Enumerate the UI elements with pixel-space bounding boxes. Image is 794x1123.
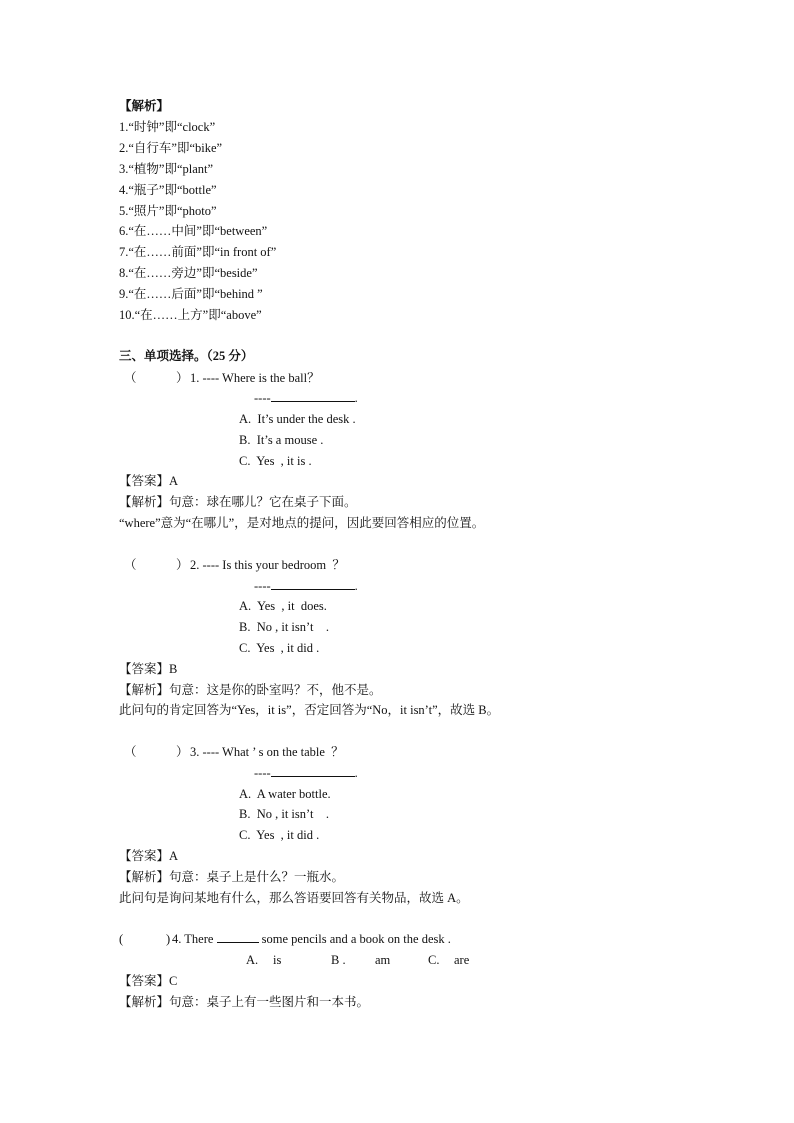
stem-before: 4. There: [172, 932, 214, 946]
option-a-text: is: [273, 953, 282, 967]
reply-line: [254, 765, 358, 781]
reply-blank: [271, 390, 355, 402]
option: A. A water bottle.: [239, 787, 331, 801]
question-paren-close: ）: [176, 745, 189, 759]
option-c-label: C.: [428, 953, 440, 967]
question-paren-open: （: [124, 745, 137, 759]
option-a-label: A.: [246, 953, 259, 967]
question-paren-close: ）: [176, 558, 189, 572]
answer: 【答案】B: [119, 662, 178, 676]
explanation: 此问句是询问某地有什么，那么答语要回答有关物品，故选 A。: [119, 891, 469, 905]
reply-prefix: ----: [254, 579, 271, 593]
question-paren-open: （: [124, 558, 137, 572]
reply-end: .: [354, 579, 358, 593]
reply-blank: [271, 578, 355, 590]
answer: 【答案】A: [119, 474, 179, 488]
reply-blank: [271, 765, 355, 777]
stem-after: some pencils and a book on the desk .: [261, 932, 451, 946]
analysis: 【解析】句意：这是你的卧室吗？不，他不是。: [119, 683, 382, 697]
analysis: 【解析】句意：球在哪儿？它在桌子下面。: [119, 495, 357, 509]
option: B. It’s a mouse .: [239, 433, 324, 447]
analysis-item: 2.“自行车”即“bike”: [119, 141, 223, 155]
analysis-item: 8.“在……旁边”即“beside”: [119, 266, 258, 280]
explanation: “where”意为“在哪儿”，是对地点的提问，因此要回答相应的位置。: [119, 516, 485, 530]
reply-prefix: ----: [254, 766, 271, 780]
option: C. Yes , it did .: [239, 641, 320, 655]
option: A. It’s under the desk .: [239, 412, 356, 426]
reply-end: .: [354, 766, 358, 780]
option: B. No , it isn’t .: [239, 807, 330, 821]
question-paren-open: (: [119, 932, 124, 946]
analysis-item: 7.“在……前面”即“in front of”: [119, 245, 277, 259]
stem-blank: [217, 931, 259, 943]
option: C. Yes , it is .: [239, 454, 312, 468]
analysis-item: 1.“时钟”即“clock”: [119, 120, 216, 134]
question-paren-close: ）: [176, 371, 189, 385]
analysis: 【解析】句意：桌子上是什么？一瓶水。: [119, 870, 345, 884]
question-paren-close: ): [166, 932, 171, 946]
analysis-item: 10.“在……上方”即“above”: [119, 308, 262, 322]
option-b-label: B .: [331, 953, 346, 967]
explanation: 此问句的肯定回答为“Yes，it is”，否定回答为“No，it isn’t”，故选 B。: [119, 703, 500, 717]
answer: 【答案】C: [119, 974, 178, 988]
question-stem: 1. ---- Where is the ball？: [190, 371, 320, 385]
question-stem: 2. ---- Is this your bedroom ？: [190, 558, 345, 572]
analysis-heading: 【解析】: [119, 99, 170, 113]
section-title: 三、单项选择。（25 分）: [119, 349, 254, 363]
analysis-item: 9.“在……后面”即“behind ”: [119, 287, 263, 301]
reply-line: [254, 578, 358, 594]
analysis-item: 3.“植物”即“plant”: [119, 162, 214, 176]
question-stem: 3. ---- What ’ s on the table ？: [190, 745, 344, 759]
analysis-item: 6.“在……中间”即“between”: [119, 224, 268, 238]
option: B. No , it isn’t .: [239, 620, 330, 634]
option: A. Yes , it does.: [239, 599, 327, 613]
reply-line: [254, 390, 358, 406]
analysis-item: 5.“照片”即“photo”: [119, 204, 217, 218]
analysis: 【解析】句意：桌子上有一些图片和一本书。: [119, 995, 370, 1009]
reply-end: .: [354, 391, 358, 405]
reply-prefix: ----: [254, 391, 271, 405]
question-paren-open: （: [124, 371, 137, 385]
answer: 【答案】A: [119, 849, 179, 863]
option-c-text: are: [454, 953, 470, 967]
analysis-item: 4.“瓶子”即“bottle”: [119, 183, 217, 197]
option-b-text: am: [375, 953, 391, 967]
question-stem: [172, 931, 451, 947]
option: C. Yes , it did .: [239, 828, 320, 842]
